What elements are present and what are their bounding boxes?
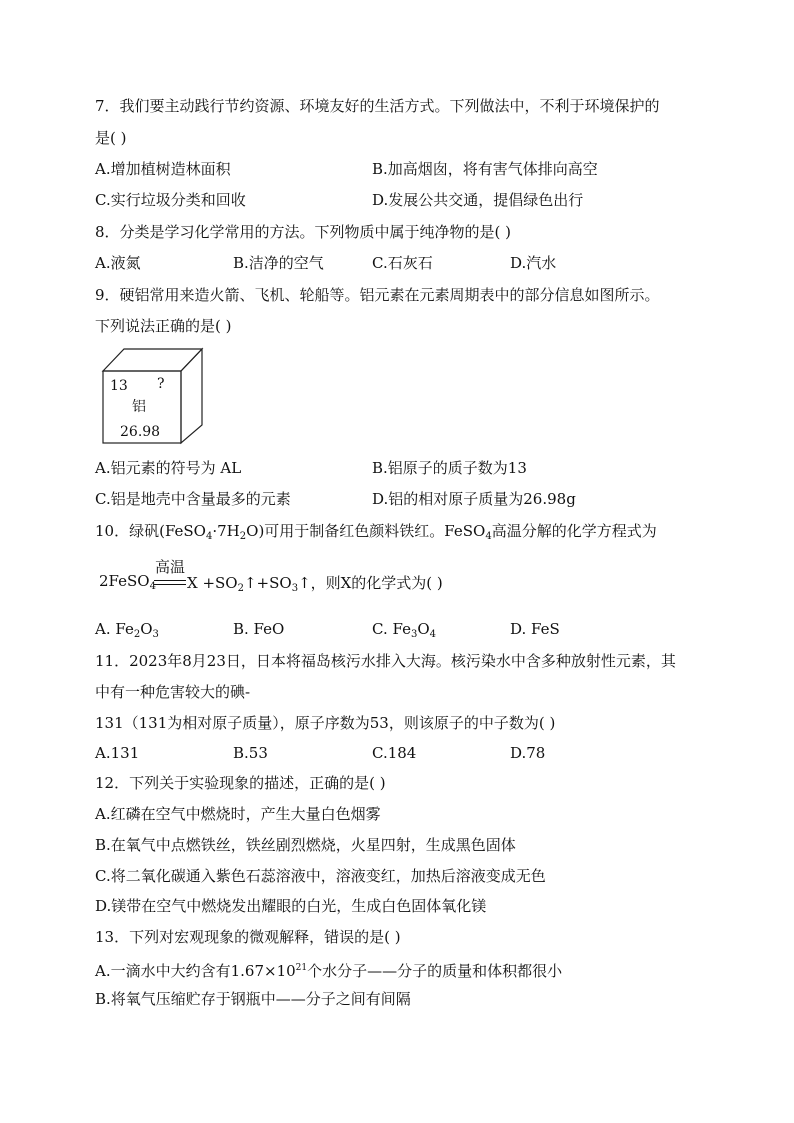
q10-equation bbox=[99, 558, 699, 598]
q10-stem-part-d: 高温分解的化学方程式为 bbox=[491, 522, 657, 540]
q11-stem-line1: 11．2023年8月23日，日本将福岛核污水排入大海。核污染水中含多种放射性元素，其 bbox=[95, 652, 676, 670]
element-cube-figure bbox=[100, 346, 205, 446]
q9-option-d: D.铝的相对原子质量为26.98g bbox=[372, 490, 576, 508]
eq-product-1: X +SO bbox=[187, 574, 238, 592]
element-atomic-number: 13 bbox=[110, 378, 128, 394]
q10-option-d: D. FeS bbox=[510, 620, 560, 638]
q7-option-b: B.加高烟囱，将有害气体排向高空 bbox=[372, 160, 598, 178]
q10-c-sub2: 4 bbox=[429, 629, 437, 640]
q10-option-a bbox=[95, 619, 159, 645]
q10-a-sub1: 2 bbox=[133, 629, 141, 640]
q12-option-d: D.镁带在空气中燃烧发出耀眼的白光，生成白色固体氧化镁 bbox=[95, 897, 487, 915]
q10-a-text: A. Fe bbox=[95, 620, 134, 638]
eq-sub-2: 2 bbox=[237, 583, 244, 594]
q10-a-mid: O bbox=[140, 620, 153, 638]
q8-option-b: B.洁净的空气 bbox=[233, 254, 324, 272]
eq-question: ↑，则X的化学式为( ) bbox=[298, 574, 443, 592]
q7-stem-line2: 是( ) bbox=[95, 129, 127, 147]
q9-option-a: A.铝元素的符号为 AL bbox=[95, 459, 242, 477]
q10-sub-2: 2 bbox=[239, 531, 247, 542]
q13-option-a bbox=[95, 958, 562, 981]
q10-stem bbox=[95, 521, 657, 547]
q12-stem: 12．下列关于实验现象的描述，正确的是( ) bbox=[95, 774, 386, 792]
q10-sub-4b: 4 bbox=[485, 531, 492, 542]
q7-option-c: C.实行垃圾分类和回收 bbox=[95, 191, 246, 209]
q10-stem-part-a: 10．绿矾(FeSO bbox=[95, 522, 206, 540]
q10-sub-4: 4 bbox=[205, 531, 213, 542]
q13-option-b: B.将氧气压缩贮存于钢瓶中——分子之间有间隔 bbox=[95, 990, 411, 1008]
q7-option-a: A.增加植树造林面积 bbox=[95, 160, 231, 178]
q9-stem-line2: 下列说法正确的是( ) bbox=[95, 317, 232, 335]
q12-option-b: B.在氧气中点燃铁丝，铁丝剧烈燃烧，火星四射，生成黑色固体 bbox=[95, 836, 516, 854]
eq-sub-4: 4 bbox=[149, 581, 156, 592]
q8-option-c: C.石灰石 bbox=[372, 254, 433, 272]
q13-stem: 13．下列对宏观现象的微观解释，错误的是( ) bbox=[95, 928, 401, 946]
q10-c-text: C. Fe bbox=[372, 620, 411, 638]
eq-double-line bbox=[154, 580, 186, 585]
q10-c-sub1: 3 bbox=[410, 629, 418, 640]
q11-stem-line2: 中有一种危害较大的碘- bbox=[95, 683, 251, 701]
q11-option-a: A.131 bbox=[95, 744, 140, 762]
q8-option-d: D.汽水 bbox=[510, 254, 557, 272]
q10-option-c bbox=[372, 619, 436, 645]
q12-option-c: C.将二氧化碳通入紫色石蕊溶液中，溶液变红，加热后溶液变成无色 bbox=[95, 867, 546, 885]
eq-condition: 高温 bbox=[155, 558, 186, 576]
q13-a-pre: A.一滴水中大约含有1.67×10 bbox=[95, 962, 296, 980]
q7-stem-line1: 7．我们要主动践行节约资源、环境友好的生活方式。下列做法中，不利于环境保护的 bbox=[95, 97, 660, 115]
q10-option-b: B. FeO bbox=[233, 620, 285, 638]
eq-reactant bbox=[99, 572, 156, 592]
eq-sub-3: 3 bbox=[291, 583, 299, 594]
q12-option-a: A.红磷在空气中燃烧时，产生大量白色烟雾 bbox=[95, 805, 381, 823]
q10-stem-part-b: ·7H bbox=[212, 522, 240, 540]
q11-option-d: D.78 bbox=[510, 744, 546, 762]
q11-option-b: B.53 bbox=[233, 744, 268, 762]
q13-a-post: 个水分子——分子的质量和体积都很小 bbox=[307, 962, 563, 980]
eq-product-2: ↑+SO bbox=[243, 574, 292, 592]
q10-stem-part-c: O)可用于制备红色颜料铁红。FeSO bbox=[246, 522, 486, 540]
eq-coef: 2FeSO bbox=[99, 572, 150, 590]
element-atomic-mass: 26.98 bbox=[120, 424, 161, 440]
element-symbol-unknown: ? bbox=[157, 376, 165, 392]
q9-option-b: B.铝原子的质子数为13 bbox=[372, 459, 527, 477]
element-name: 铝 bbox=[132, 399, 146, 415]
q7-option-d: D.发展公共交通，提倡绿色出行 bbox=[372, 191, 584, 209]
q9-stem-line1: 9．硬铝常用来造火箭、飞机、轮船等。铝元素在元素周期表中的部分信息如图所示。 bbox=[95, 286, 660, 304]
q10-c-mid: O bbox=[417, 620, 430, 638]
q11-stem-line3: 131（131为相对原子质量），原子序数为53，则该原子的中子数为( ) bbox=[95, 714, 556, 732]
q8-option-a: A.液氮 bbox=[95, 254, 141, 272]
q13-a-exp: 21 bbox=[295, 963, 308, 973]
q10-a-sub2: 3 bbox=[152, 629, 159, 640]
q8-stem: 8．分类是学习化学常用的方法。下列物质中属于纯净物的是( ) bbox=[95, 223, 512, 241]
eq-products bbox=[187, 572, 443, 594]
q11-option-c: C.184 bbox=[372, 744, 417, 762]
q9-option-c: C.铝是地壳中含量最多的元素 bbox=[95, 490, 291, 508]
